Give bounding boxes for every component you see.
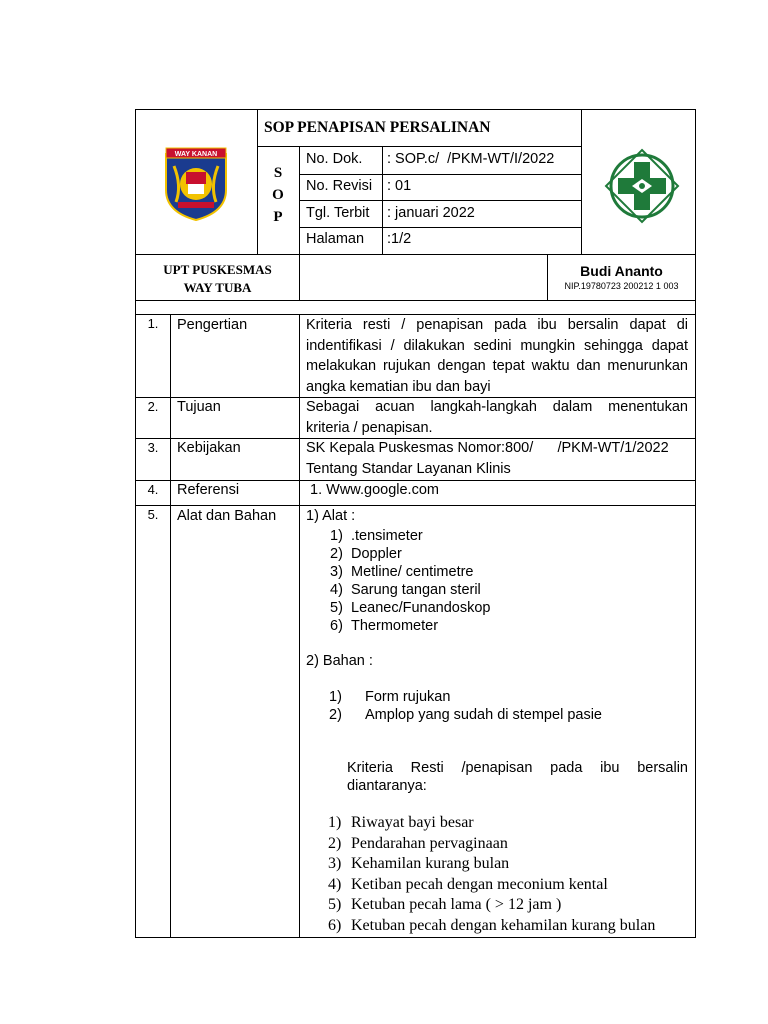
list-item: 2) Doppler [330, 546, 402, 562]
alat-list [330, 527, 490, 635]
row-label-referensi: Referensi [177, 482, 240, 498]
row-label-tujuan: Tujuan [177, 399, 221, 415]
sop-letter-o: O [272, 187, 284, 203]
list-item: 6) Thermometer [330, 618, 439, 634]
row-content-kebijakan-line2: Tentang Standar Layanan Klinis [306, 461, 511, 477]
doc-value-tgl-terbit: : januari 2022 [387, 205, 475, 221]
doc-value-halaman: :1/2 [387, 231, 412, 247]
row-label-pengertian: Pengertian [177, 317, 248, 333]
doc-value-no-revisi: : 01 [387, 178, 412, 194]
puskesmas-logo [603, 147, 681, 225]
kriteria-list [328, 813, 655, 937]
row-number-5: 5. [147, 507, 159, 522]
row-content-kebijakan-line1: SK Kepala Puskesmas Nomor:800/ /PKM-WT/1/2022 [306, 440, 669, 456]
signer-nip: NIP.19780723 200212 1 003 [564, 281, 679, 291]
list-item: 1) Riwayat bayi besar [328, 814, 474, 831]
bahan-list [329, 688, 602, 724]
doc-value-no-dok: : SOP.c/ /PKM-WT/I/2022 [387, 151, 555, 167]
list-item: 5) Leanec/Funandoskop [330, 600, 491, 616]
org-name-line2: WAY TUBA [183, 280, 252, 295]
list-item: 1) .tensimeter [330, 528, 423, 544]
list-item: 5) Ketuban pecah lama ( > 12 jam ) [328, 896, 562, 914]
list-item: 3) Kehamilan kurang bulan [328, 855, 510, 873]
row-content-referensi: 1. Www.google.com [306, 482, 439, 498]
list-item: 3) Metline/ centimetre [330, 564, 474, 580]
kriteria-intro-line1: Kriteria Resti /penapisan pada ibu bersalin [347, 760, 688, 776]
kriteria-intro-line2: diantaranya: [347, 778, 427, 794]
sop-letter-s: S [273, 165, 283, 181]
list-item: 2) Pendarahan pervaginaan [328, 834, 508, 852]
row-number-3: 3. [147, 440, 159, 455]
bahan-heading: 2) Bahan : [306, 653, 373, 669]
doc-label-no-dok: No. Dok. [306, 151, 363, 167]
org-name-line1: UPT PUSKESMAS [163, 262, 272, 277]
row-content-tujuan: Sebagai acuan langkah-langkah dalam menentukan kriteria / penapisan. [306, 399, 688, 436]
doc-label-halaman: Halaman [306, 231, 365, 247]
logo-left-text: WAY KANAN [174, 151, 218, 158]
list-item: 6) Ketuban pecah dengan kehamilan kurang bulan [328, 916, 656, 934]
sop-letter-p: P [273, 209, 283, 225]
list-item: 4) Sarung tangan steril [330, 582, 481, 598]
doc-label-no-revisi: No. Revisi [306, 178, 373, 194]
row-content-pengertian: Kriteria resti / penapisan pada ibu bersalin dapat di indentifikasi / dilakukan sedini mungkin sehingga dapat melakukan rujukan dengan tepat waktu dan menurunkan angka kematian ibu dan bayi [306, 317, 688, 395]
row-label-alat-bahan: Alat dan Bahan [177, 508, 277, 524]
list-item: 2) Amplop yang sudah di stempel pasie [329, 707, 602, 723]
doc-label-tgl-terbit: Tgl. Terbit [306, 205, 370, 221]
way-kanan-logo [162, 146, 230, 222]
page-title: SOP PENAPISAN PERSALINAN [264, 119, 491, 136]
row-label-kebijakan: Kebijakan [177, 440, 241, 456]
row-number-4: 4. [147, 482, 159, 497]
row-number-2: 2. [147, 399, 159, 414]
list-item: 4) Ketiban pecah dengan meconium kental [328, 875, 608, 893]
list-item: 1) Form rujukan [329, 689, 451, 705]
signer-name: Budi Ananto [580, 263, 663, 279]
row-number-1: 1. [147, 316, 159, 331]
alat-heading: 1) Alat : [306, 508, 356, 524]
